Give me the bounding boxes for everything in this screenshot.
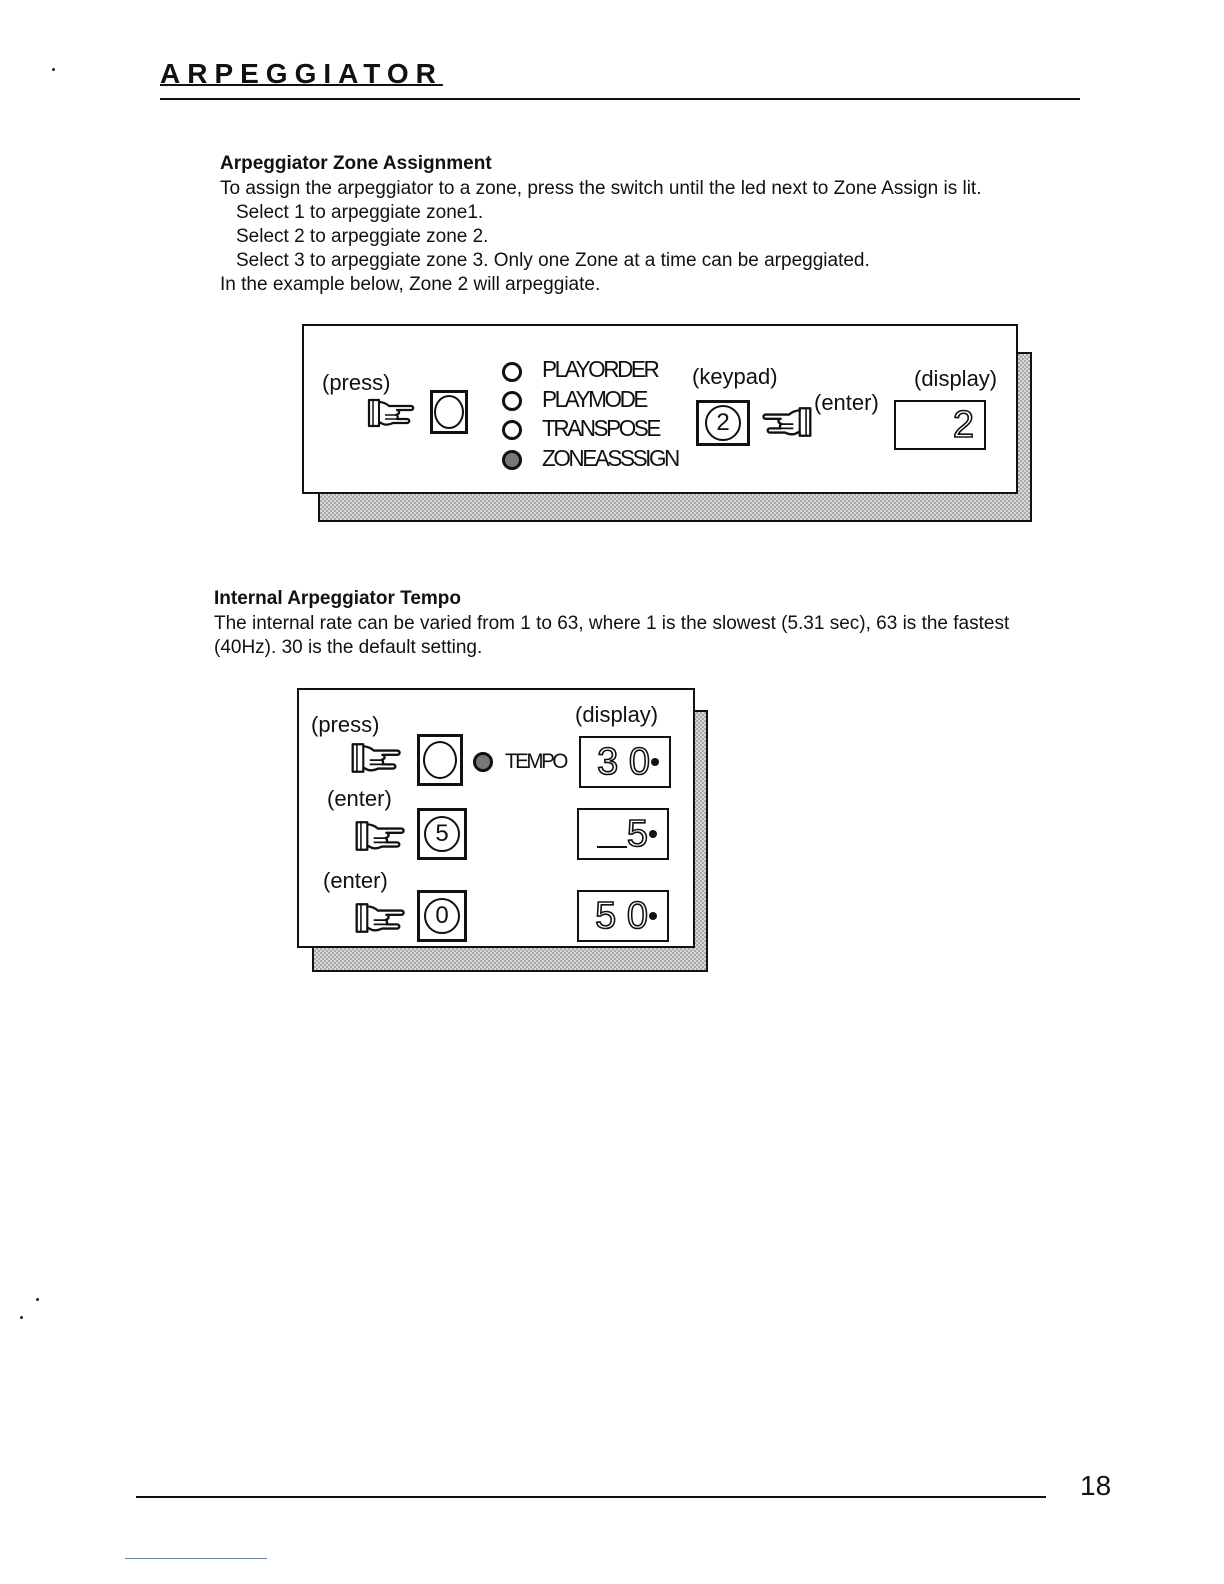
key-digit: 0 (424, 898, 460, 934)
display-label: (display) (914, 366, 998, 391)
display-value: 2 (952, 404, 974, 446)
led-tempo-lit (473, 752, 493, 772)
zone-assign-switch-button[interactable] (430, 390, 468, 434)
pointing-hand-icon (347, 740, 405, 776)
tempo-diagram (297, 688, 695, 948)
header-rule (160, 98, 1080, 100)
body-line: In the example below, Zone 2 will arpeggiate. (220, 274, 601, 295)
pointing-hand-icon (351, 900, 409, 936)
display-value: 5 0 (595, 895, 648, 937)
enter-label: (enter) (814, 390, 879, 415)
display-value: 3 0 (597, 741, 650, 783)
section-heading-tempo: Internal Arpeggiator Tempo (214, 588, 462, 609)
led-playorder (502, 362, 522, 382)
keypad-button-0[interactable] (417, 890, 467, 942)
switch-circle-icon (434, 395, 464, 429)
body-line: To assign the arpeggiator to a zone, press the switch until the led next to Zone Assign is lit. (220, 178, 982, 199)
decimal-point-icon (649, 830, 657, 838)
page-number: 18 (1080, 1470, 1112, 1501)
keypad-button-5[interactable] (417, 808, 467, 860)
cursor-underscore (597, 846, 627, 848)
led-label-playmode: PLAYMODE (542, 386, 646, 412)
press-label: (press) (311, 712, 380, 737)
tempo-label: TEMPO (505, 750, 566, 773)
switch-circle-icon (423, 741, 457, 779)
section-heading-zone-assignment: Arpeggiator Zone Assignment (220, 153, 492, 174)
led-zone-assign-lit (502, 450, 522, 470)
pointing-hand-icon (366, 396, 416, 430)
zone-assignment-text (220, 177, 981, 297)
scan-speck (20, 1316, 23, 1319)
scan-speck (36, 1298, 39, 1301)
key-digit: 2 (705, 405, 741, 441)
decimal-point-icon (649, 912, 657, 920)
pointing-hand-left-icon (754, 404, 820, 440)
pointing-hand-icon (351, 818, 409, 854)
tempo-display-3 (577, 890, 669, 942)
led-label-transpose: TRANSPOSE (542, 415, 659, 441)
keypad-label: (keypad) (692, 364, 778, 389)
tempo-display-2 (577, 808, 669, 860)
body-line: (40Hz). 30 is the default setting. (214, 637, 483, 658)
body-line: Select 1 to arpeggiate zone1. (236, 202, 484, 223)
display-label: (display) (575, 702, 659, 727)
scan-speck (52, 68, 55, 71)
decimal-point-icon (651, 758, 659, 766)
display-readout (894, 400, 986, 450)
body-line: Select 3 to arpeggiate zone 3. Only one Zone at a time can be arpeggiated. (236, 250, 870, 271)
page-title: ARPEGGIATOR (160, 58, 443, 89)
keypad-button-2[interactable] (696, 400, 750, 446)
key-digit: 5 (424, 816, 460, 852)
press-label: (press) (322, 370, 391, 395)
zone-assign-diagram (302, 324, 1018, 494)
body-line: Select 2 to arpeggiate zone 2. (236, 226, 489, 247)
led-transpose (502, 420, 522, 440)
footer-rule (136, 1496, 1046, 1498)
led-label-zone-assign: ZONEASSSIGN (542, 445, 678, 471)
tempo-display-1 (579, 736, 671, 788)
body-line: The internal rate can be varied from 1 to 63, where 1 is the slowest (5.31 sec), 63 is the fastest (214, 613, 1010, 634)
tempo-switch-button[interactable] (417, 734, 463, 786)
led-label-playorder: PLAYORDER (542, 356, 658, 382)
led-playmode (502, 391, 522, 411)
display-value: 5 (626, 813, 648, 855)
tempo-text (214, 612, 1009, 660)
enter-label: (enter) (327, 786, 392, 811)
enter-label: (enter) (323, 868, 388, 893)
bottom-rule (125, 1558, 267, 1559)
